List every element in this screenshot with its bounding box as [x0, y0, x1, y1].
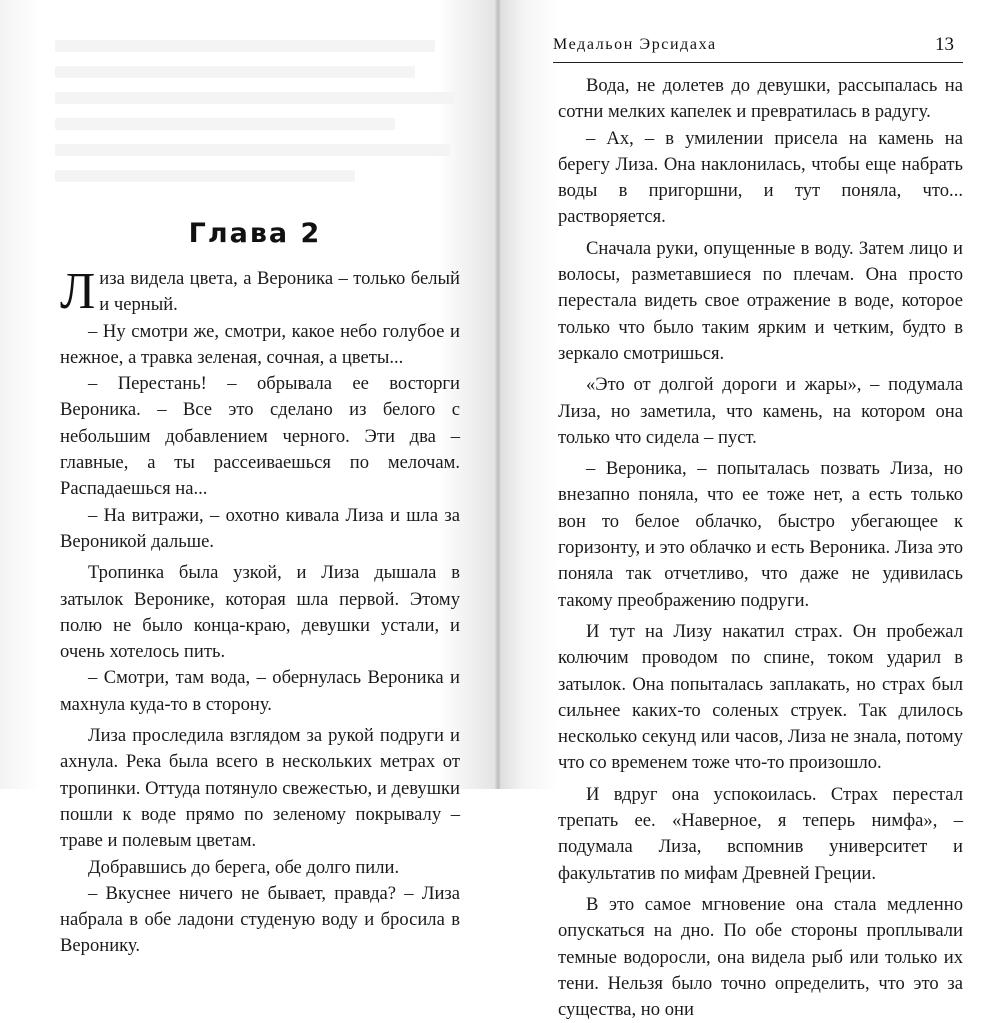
- header-rule: [553, 62, 963, 63]
- paragraph: Лиза проследила взглядом за рукой подруги и ахнула. Река была всего в нескольких метрах от тропинки. Оттуда потянуло свежестью, и девушки пошли к воде прямо по зеленому покрывалу – траве и полевым цветам.: [60, 725, 460, 852]
- paragraph: – На витражи, – охотно кивала Лиза и шла за Вероникой дальше.: [60, 504, 460, 552]
- drop-cap: Л: [60, 263, 96, 320]
- chapter-title: Глава 2: [188, 218, 322, 249]
- paragraph: – Ах, – в умилении присела на камень на берегу Лиза. Она наклонилась, чтобы еще набрать воды в пригоршни, и тут поняла, что... растворяется.: [558, 127, 963, 228]
- paragraph: – Ну смотри же, смотри, какое небо голубое и нежное, а травка зеленая, сочная, а цветы...: [60, 320, 460, 368]
- show-through-line: [55, 118, 395, 130]
- paragraph: Сначала руки, опущенные в воду. Затем лицо и волосы, разметавшиеся по плечам. Она просто перестала видеть свое отражение в воде, которое только что было таким ярким и четким, будто в зеркало смотришься.: [558, 237, 963, 364]
- page-number: 13: [935, 34, 954, 55]
- paragraph: Тропинка была узкой, и Лиза дышала в затылок Веронике, которая шла первой. Этому полю не было конца-краю, девушки устали, и очень хотелось пить.: [60, 562, 460, 663]
- paragraph: И вдруг она успокоилась. Страх перестал трепать ее. «Наверное, я теперь нимфа», – подумала Лиза, вспомнив университет и факультатив по мифам Древней Греции.: [558, 783, 963, 884]
- right-page: [498, 0, 1000, 1021]
- left-page: [0, 0, 498, 957]
- show-through-line: [55, 92, 455, 104]
- paragraph: – Вкуснее ничего не бывает, правда? – Лиза набрала в обе ладони студеную воду и бросила в Веронику.: [60, 882, 460, 957]
- paragraph: – Смотри, там вода, – обернулась Вероника и махнула куда-то в сторону.: [60, 667, 460, 715]
- right-page-text: [558, 73, 963, 1023]
- paragraph: – Вероника, – попыталась позвать Лиза, но внезапно поняла, что ее тоже нет, а есть только вон то белое облачко, быстро убегающее к горизонту, и это облачко и есть Вероника. Лиза это поняла так отчетливо, что даже не удивилась такому преображению подруги.: [558, 458, 963, 611]
- paragraph: Вода, не долетев до девушки, рассыпалась на сотни мелких капелек и превратилась в радугу.: [558, 75, 963, 123]
- paragraph: И тут на Лизу накатил страх. Он пробежал колючим проводом по спине, током ударил в затылок. Она попыталась заплакать, но страх был сильнее каких-то соленых струек. Так длилось несколько секунд или часов, Лиза не знала, потому что со временем тоже что-то произошло.: [558, 620, 963, 774]
- book-gutter: [494, 0, 502, 789]
- left-page-text: [60, 263, 460, 960]
- show-through-line: [55, 170, 355, 182]
- first-paragraph-text: иза видела цвета, а Вероника – только белый и черный.: [99, 268, 460, 316]
- running-head: Медальон Эрсидаха: [553, 36, 717, 53]
- paragraph: В это самое мгновение она стала медленно опускаться на дно. По обе стороны проплывали темные водоросли, она видела рыб или только их тени. Нельзя было точно определить, что это за существа, но они: [558, 893, 963, 1021]
- show-through-line: [55, 66, 415, 78]
- first-paragraph: [60, 263, 460, 320]
- paragraph: «Это от долгой дороги и жары», – подумала Лиза, но заметила, что камень, на котором она только что сидела – пуст.: [558, 374, 963, 448]
- paragraph: Добравшись до берега, обе долго пили.: [88, 856, 400, 878]
- show-through-line: [55, 144, 450, 156]
- paragraph: – Перестань! – обрывала ее восторги Вероника. – Все это сделано из белого с небольшим добавлением черного. Эти два – главные, а ты рассеиваешься по мелочам. Распадаешься на...: [60, 373, 460, 500]
- show-through-line: [55, 40, 435, 52]
